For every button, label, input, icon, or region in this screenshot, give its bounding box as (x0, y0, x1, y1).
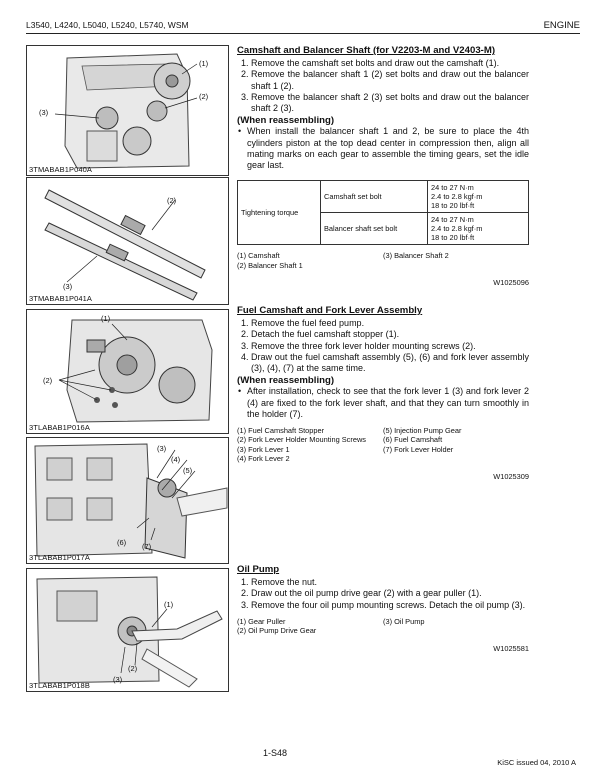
section-title: Camshaft and Balancer Shaft (for V2203-M and V2403-M) (237, 45, 496, 56)
figure-fuel-camshaft-stopper (26, 309, 229, 434)
legend-item: (1) Camshaft (237, 251, 280, 261)
step: 1. Remove the fuel feed pump. (251, 318, 529, 329)
figure-balancer-shafts-drawing (27, 178, 229, 305)
figure-fuel-camshaft-stopper-label-2: (2) (43, 376, 53, 385)
table-cell: Balancer shaft set bolt (321, 213, 428, 245)
step: 1. Remove the nut. (251, 577, 529, 588)
table-cell (428, 213, 529, 245)
value-line: 2.4 to 2.8 kgf·m (431, 224, 483, 234)
section-code: W1025309 (493, 471, 529, 481)
legend-item (383, 454, 529, 463)
legend-item: (3) Oil Pump (383, 616, 425, 626)
figure-balancer-shafts (26, 177, 229, 305)
legend-item: (2) Oil Pump Drive Gear (237, 626, 317, 636)
section-fuel-camshaft-fork-lever (237, 305, 529, 482)
value-line: 24 to 27 N·m (431, 183, 474, 193)
legend-item (383, 261, 529, 270)
section-code: W1025581 (493, 643, 529, 653)
figure-camshaft-label-1: (1) (199, 59, 209, 68)
figure-oil-pump (26, 568, 229, 692)
figure-code: 3TLABAB1P018B (29, 681, 90, 690)
figure-fuel-camshaft-assembly-label-5: (5) (183, 466, 193, 475)
steps-list (237, 58, 529, 114)
value-line: 2.4 to 2.8 kgf·m (431, 192, 483, 202)
legend-item: (5) Injection Pump Gear (383, 426, 462, 436)
figure-oil-pump-label-3: (3) (113, 675, 123, 684)
figure-camshaft-label-3: (3) (39, 108, 49, 117)
legend-item: (1) Gear Puller (237, 616, 286, 626)
step: 1. Remove the camshaft set bolts and draw out the camshaft (1). (251, 58, 529, 69)
legend-item: (6) Fuel Camshaft (383, 435, 443, 445)
figure-oil-pump-drawing (27, 569, 229, 692)
when-reassembling-heading: (When reassembling) (237, 375, 335, 387)
legend-item: (3) Balancer Shaft 2 (383, 251, 449, 261)
legend-item: (7) Fork Lever Holder (383, 444, 454, 454)
notes-list (237, 386, 529, 420)
figure-balancer-shafts-label-3: (3) (63, 282, 73, 291)
table-cell (428, 181, 529, 213)
figure-fuel-camshaft-stopper-drawing (27, 310, 229, 434)
step: 2. Draw out the oil pump drive gear (2) with a gear puller (1). (251, 588, 529, 599)
figure-oil-pump-label-1: (1) (164, 600, 174, 609)
table-label: Tightening torque (238, 181, 321, 245)
step: 2. Remove the balancer shaft 1 (2) set bolts and draw out the balancer shaft 1 (2). (251, 69, 529, 91)
step: 4. Draw out the fuel camshaft assembly (5), (6) and fork lever assembly (3), (4), (7) at the same time. (251, 352, 529, 374)
figure-fuel-camshaft-assembly-label-4: (4) (171, 455, 181, 464)
header-section: ENGINE (543, 20, 580, 31)
section-code: W1025096 (493, 278, 529, 288)
header-rule (26, 33, 580, 34)
step: 2. Detach the fuel camshaft stopper (1). (251, 329, 529, 340)
figure-code: 3TLABAB1P017A (29, 553, 90, 562)
note: • After installation, check to see that the fork lever 1 (3) and fork lever 2 (4) are fixed to the fork lever shaft, and that they can turn smoothly in the holder (7). (247, 386, 529, 420)
legend-item: (3) Fork Lever 1 (237, 444, 290, 454)
issue-info: KiSC issued 04, 2010 A (497, 758, 576, 767)
tightening-torque-table (237, 180, 529, 245)
header-models: L3540, L4240, L5040, L5240, L5740, WSM (26, 20, 189, 30)
section-camshaft-balancer (237, 45, 529, 288)
value-line: 24 to 27 N·m (431, 215, 474, 225)
steps-list (237, 577, 529, 611)
figure-camshaft-label-2: (2) (199, 92, 209, 101)
legend-item: (4) Fork Lever 2 (237, 454, 290, 464)
figure-fuel-camshaft-assembly-label-6: (6) (117, 538, 127, 547)
step: 3. Remove the three fork lever holder mounting screws (2). (251, 341, 529, 352)
legend-item: (2) Fork Lever Holder Mounting Screws (237, 435, 366, 445)
when-reassembling-heading: (When reassembling) (237, 115, 335, 127)
value-line: 18 to 20 lbf·ft (431, 233, 475, 243)
section-title: Oil Pump (237, 564, 280, 575)
figure-code: 3TLABAB1P016A (29, 423, 90, 432)
figure-oil-pump-label-2: (2) (128, 664, 138, 673)
note: • When install the balancer shaft 1 and 2, be sure to place the 4th cylinders piston at the top dead center in compression then, align all mating marks on each gear to assemble the timing gears, set the idle gear last. (247, 126, 529, 171)
legend (237, 251, 529, 270)
figure-fuel-camshaft-assembly (26, 437, 229, 564)
figure-fuel-camshaft-stopper-label-1: (1) (101, 314, 111, 323)
legend (237, 617, 529, 636)
figure-fuel-camshaft-assembly-label-7: (7) (142, 542, 152, 551)
legend (237, 426, 529, 464)
figure-balancer-shafts-label-2: (2) (167, 196, 177, 205)
legend-item: (2) Balancer Shaft 1 (237, 260, 303, 270)
step: 3. Remove the four oil pump mounting screws. Detach the oil pump (3). (251, 600, 529, 611)
section-oil-pump (237, 564, 529, 654)
legend-item (383, 626, 529, 635)
table-cell: Camshaft set bolt (321, 181, 428, 213)
figure-fuel-camshaft-assembly-drawing (27, 438, 229, 564)
notes-list (237, 126, 529, 171)
legend-item: (1) Fuel Camshaft Stopper (237, 426, 325, 436)
figure-fuel-camshaft-assembly-label-3: (3) (157, 444, 167, 453)
value-line: 18 to 20 lbf·ft (431, 201, 475, 211)
section-title: Fuel Camshaft and Fork Lever Assembly (237, 305, 423, 316)
figure-camshaft (26, 45, 229, 176)
step: 3. Remove the balancer shaft 2 (3) set bolts and draw out the balancer shaft 2 (3). (251, 92, 529, 114)
steps-list (237, 318, 529, 374)
table-row (238, 181, 529, 213)
figure-code: 3TMABAB1P040A (29, 165, 92, 174)
figure-code: 3TMABAB1P041A (29, 294, 92, 303)
page-number: 1-S48 (263, 748, 288, 758)
